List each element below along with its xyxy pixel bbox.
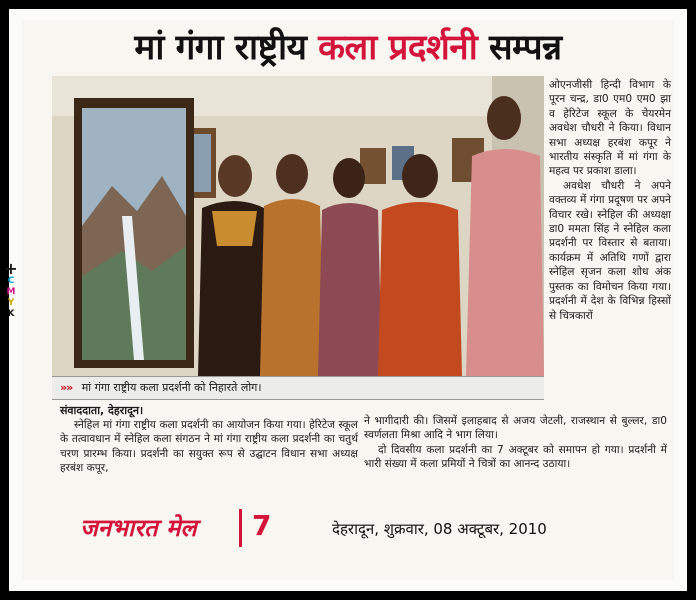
registration-plus-icon: + bbox=[4, 259, 18, 278]
photo-caption bbox=[52, 376, 544, 400]
cmyk-registration-marks bbox=[4, 259, 18, 320]
cmyk-y: Y bbox=[7, 298, 15, 308]
headline-part1: मां गंगा राष्ट्रीय bbox=[134, 28, 307, 68]
right-column-text bbox=[549, 78, 671, 323]
newspaper-clipping bbox=[22, 20, 674, 580]
newspaper-footer bbox=[52, 507, 671, 551]
dateline: संवाददाता, देहरादून। bbox=[60, 404, 144, 417]
middle-column-text bbox=[364, 414, 667, 472]
cmyk-c: C bbox=[7, 276, 15, 286]
news-photo bbox=[52, 76, 544, 376]
middle-paragraph-1: ने भागीदारी की। जिसमें इलाहबाद से अजय जेटली, राजस्थान से बुल्लर, डा0 स्वर्णलता मिश्रा आदि ने भाग लिया। bbox=[364, 415, 667, 442]
headline bbox=[22, 20, 674, 76]
left-column-text bbox=[60, 418, 358, 476]
headline-part2: कला प्रदर्शनी bbox=[318, 28, 478, 68]
page-number: 7 bbox=[252, 509, 272, 542]
footer-divider bbox=[239, 509, 242, 547]
newspaper-brand: जनभारत मेल bbox=[80, 514, 197, 542]
right-paragraph-2: अवधेश चौधरी ने अपने वक्तव्य में गंगा प्रदूषण पर अपने विचार रखे। स्नेहिल की अध्यक्षा डा0 ममता सिंह ने स्नेहिल कला प्रदर्शनी पर विस्तार से बताया। कार्यक्रम में अतिथि गणों द्वारा स्नेहिल सृजन कला शोध अंक पुस्तक का विमोचन किया गया। प्रदर्शनी में देश के विभिन्न हिस्सों से चित्रकारों bbox=[549, 179, 671, 322]
cmyk-k: K bbox=[7, 309, 15, 319]
publication-date: देहरादून, शुक्रवार, 08 अक्टूबर, 2010 bbox=[332, 520, 547, 538]
caption-text: मां गंगा राष्ट्रीय कला प्रदर्शनी को निहारते लोग। bbox=[81, 381, 262, 394]
headline-part3: सम्पन्न bbox=[488, 28, 562, 68]
cmyk-m: M bbox=[6, 287, 16, 297]
photo-illustration bbox=[52, 76, 544, 376]
left-paragraph-1: स्नेहिल मां गंगा राष्ट्रीय कला प्रदर्शनी का आयोजन किया गया। हेरिटेज स्कूल के तत्वावधान में स्नेहिल कला संगठन ने मां गंगा राष्ट्रीय कला प्रदर्शनी का चतुर्थ चरण प्रारम्भ किया। प्रदर्शनी का सयुक्त रूप से उद्घाटन विधान सभा अध्यक्ष हरबंश कपूर, bbox=[60, 419, 358, 475]
middle-paragraph-2: दो दिवसीय कला प्रदर्शनी का 7 अक्टूबर को समापन हो गया। प्रदर्शनी में भारी संख्या में कला प्रमियों ने चित्रों का आनन्द उठाया। bbox=[364, 443, 667, 471]
caption-arrows-icon: »» bbox=[60, 381, 73, 394]
right-paragraph-1: ओएनजीसी हिन्दी विभाग के पूरन चन्द्र, डा0 एम0 एम0 झा व हेरिटेज स्कूल के चेयरमेन अवधेश चौधरी ने किया। विधान सभा अध्यक्ष हरबंश कपूर ने भारतीय संस्कृति में मां गंगा के महत्व पर प्रकाश डाला। bbox=[549, 79, 671, 178]
